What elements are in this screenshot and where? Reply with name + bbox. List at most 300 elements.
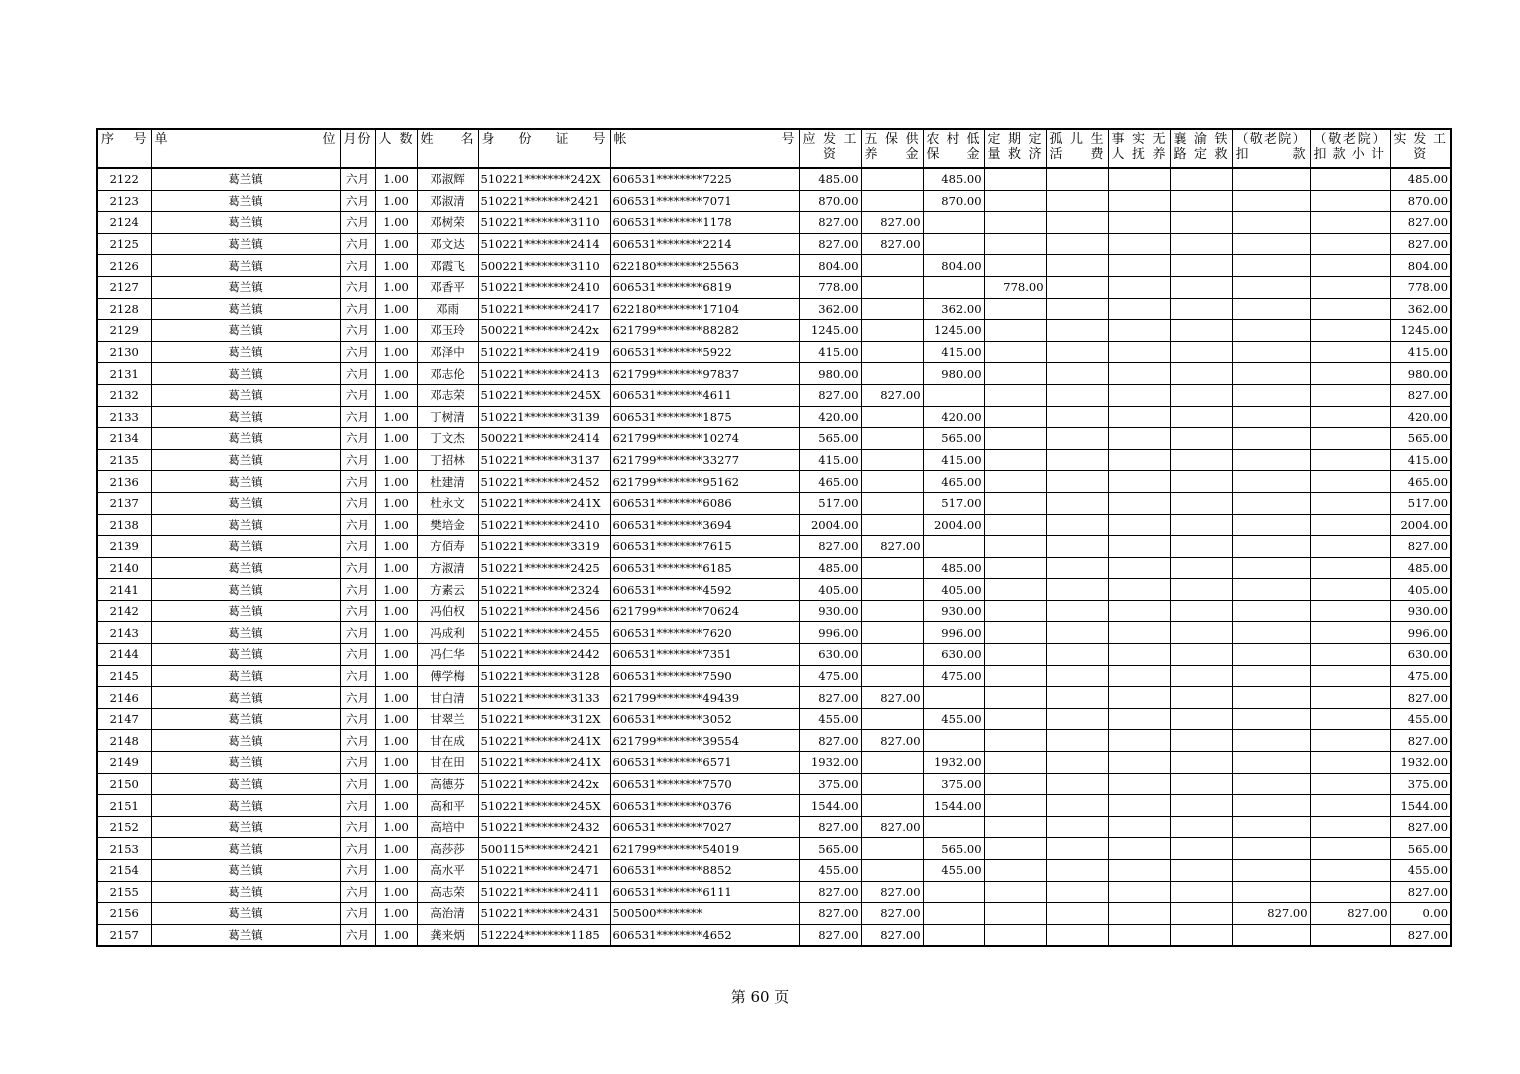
table-cell bbox=[1310, 320, 1390, 342]
table-cell bbox=[1170, 212, 1232, 234]
table-cell bbox=[923, 881, 984, 903]
table-cell: 630.00 bbox=[1390, 644, 1451, 666]
table-cell: 2135 bbox=[97, 449, 151, 471]
table-body bbox=[97, 168, 1451, 946]
table-cell: 510221********2432 bbox=[478, 816, 610, 838]
table-cell: 2142 bbox=[97, 600, 151, 622]
table-cell: 621799********39554 bbox=[610, 730, 799, 752]
table-cell bbox=[1108, 708, 1170, 730]
table-cell bbox=[1046, 557, 1108, 579]
table-cell bbox=[861, 838, 923, 860]
table-cell: 2128 bbox=[97, 298, 151, 320]
table-cell bbox=[984, 514, 1046, 536]
table-cell bbox=[1046, 341, 1108, 363]
table-cell: 827.00 bbox=[799, 536, 861, 558]
table-cell bbox=[1170, 579, 1232, 601]
table-cell bbox=[1046, 363, 1108, 385]
table-cell bbox=[861, 168, 923, 190]
table-cell: 1.00 bbox=[375, 449, 417, 471]
table-cell: 葛兰镇 bbox=[151, 449, 340, 471]
table-cell bbox=[1108, 428, 1170, 450]
header-de-facto-orphan bbox=[1108, 129, 1170, 168]
table-cell bbox=[1170, 881, 1232, 903]
table-cell bbox=[1108, 363, 1170, 385]
table-cell: 六月 bbox=[340, 168, 375, 190]
table-cell bbox=[1232, 406, 1310, 428]
table-row bbox=[97, 384, 1451, 406]
table-cell: 六月 bbox=[340, 341, 375, 363]
table-cell: 510221********2425 bbox=[478, 557, 610, 579]
table-cell: 葛兰镇 bbox=[151, 363, 340, 385]
table-cell: 930.00 bbox=[923, 600, 984, 622]
table-cell: 930.00 bbox=[799, 600, 861, 622]
table-cell: 甘在成 bbox=[417, 730, 478, 752]
table-cell: 2153 bbox=[97, 838, 151, 860]
table-cell bbox=[1170, 471, 1232, 493]
table-cell: 510221********2421 bbox=[478, 190, 610, 212]
table-cell bbox=[1232, 838, 1310, 860]
table-cell bbox=[1108, 903, 1170, 925]
table-cell: 葛兰镇 bbox=[151, 428, 340, 450]
table-cell: 1.00 bbox=[375, 384, 417, 406]
table-cell bbox=[1232, 190, 1310, 212]
table-cell: 六月 bbox=[340, 622, 375, 644]
table-cell bbox=[1232, 341, 1310, 363]
table-cell: 1.00 bbox=[375, 233, 417, 255]
table-cell: 517.00 bbox=[799, 492, 861, 514]
table-row bbox=[97, 752, 1451, 774]
table-cell: 630.00 bbox=[923, 644, 984, 666]
table-cell: 510221********2411 bbox=[478, 881, 610, 903]
table-cell bbox=[984, 730, 1046, 752]
table-cell bbox=[1170, 384, 1232, 406]
header-label-line2: 资 bbox=[823, 147, 838, 162]
table-cell: 375.00 bbox=[923, 773, 984, 795]
table-cell: 827.00 bbox=[1310, 903, 1390, 925]
table-cell: 葛兰镇 bbox=[151, 644, 340, 666]
table-cell: 827.00 bbox=[799, 384, 861, 406]
table-cell bbox=[1232, 233, 1310, 255]
table-cell: 455.00 bbox=[1390, 860, 1451, 882]
table-cell: 362.00 bbox=[923, 298, 984, 320]
table-cell: 方素云 bbox=[417, 579, 478, 601]
table-cell: 420.00 bbox=[799, 406, 861, 428]
table-cell bbox=[1170, 687, 1232, 709]
table-cell bbox=[1310, 860, 1390, 882]
table-cell bbox=[1310, 600, 1390, 622]
page-number: 第 60 页 bbox=[730, 988, 790, 1006]
table-cell bbox=[1108, 384, 1170, 406]
table-cell: 455.00 bbox=[799, 860, 861, 882]
table-row bbox=[97, 471, 1451, 493]
table-cell bbox=[1310, 341, 1390, 363]
table-cell: 六月 bbox=[340, 471, 375, 493]
header-label-line1: 应 发 工 bbox=[802, 132, 858, 147]
table-cell: 510221********2414 bbox=[478, 233, 610, 255]
table-row bbox=[97, 600, 1451, 622]
table-row bbox=[97, 773, 1451, 795]
table-cell bbox=[1170, 600, 1232, 622]
header-label-line2: 活 费 bbox=[1049, 147, 1105, 162]
table-cell: 621799********88282 bbox=[610, 320, 799, 342]
table-cell: 葛兰镇 bbox=[151, 816, 340, 838]
table-cell: 510221********3137 bbox=[478, 449, 610, 471]
table-cell: 2140 bbox=[97, 557, 151, 579]
table-cell bbox=[1108, 644, 1170, 666]
table-cell bbox=[1046, 255, 1108, 277]
table-cell bbox=[984, 557, 1046, 579]
table-cell bbox=[861, 708, 923, 730]
table-cell bbox=[984, 816, 1046, 838]
table-row bbox=[97, 644, 1451, 666]
table-cell: 六月 bbox=[340, 665, 375, 687]
table-cell bbox=[1170, 298, 1232, 320]
table-cell bbox=[1310, 492, 1390, 514]
table-cell bbox=[1310, 924, 1390, 946]
table-cell bbox=[1108, 320, 1170, 342]
table-cell bbox=[1232, 816, 1310, 838]
table-cell bbox=[1046, 406, 1108, 428]
header-label-line1: 身 份 证 号 bbox=[481, 132, 607, 147]
table-cell: 葛兰镇 bbox=[151, 665, 340, 687]
table-cell: 1.00 bbox=[375, 838, 417, 860]
table-cell bbox=[861, 471, 923, 493]
table-cell bbox=[1232, 363, 1310, 385]
table-cell: 485.00 bbox=[923, 168, 984, 190]
table-cell bbox=[1170, 255, 1232, 277]
table-cell bbox=[1310, 449, 1390, 471]
table-cell: 1932.00 bbox=[923, 752, 984, 774]
table-cell bbox=[1046, 428, 1108, 450]
table-cell bbox=[1046, 622, 1108, 644]
table-cell bbox=[1046, 665, 1108, 687]
table-cell: 葛兰镇 bbox=[151, 752, 340, 774]
table-cell bbox=[1310, 687, 1390, 709]
table-row bbox=[97, 428, 1451, 450]
table-cell: 甘白清 bbox=[417, 687, 478, 709]
table-cell bbox=[1108, 665, 1170, 687]
table-cell: 510221********241X bbox=[478, 752, 610, 774]
table-cell bbox=[1170, 665, 1232, 687]
table-cell bbox=[984, 838, 1046, 860]
table-cell: 621799********33277 bbox=[610, 449, 799, 471]
table-cell: 622180********17104 bbox=[610, 298, 799, 320]
table-cell bbox=[1046, 687, 1108, 709]
table-cell bbox=[984, 471, 1046, 493]
table-cell bbox=[1170, 860, 1232, 882]
table-cell: 827.00 bbox=[799, 730, 861, 752]
table-cell: 512224********1185 bbox=[478, 924, 610, 946]
table-cell: 375.00 bbox=[1390, 773, 1451, 795]
table-cell bbox=[984, 644, 1046, 666]
table-cell: 455.00 bbox=[923, 708, 984, 730]
table-cell bbox=[1108, 492, 1170, 514]
header-label-line1: 姓 名 bbox=[420, 132, 475, 147]
table-cell: 606531********4611 bbox=[610, 384, 799, 406]
table-cell: 606531********4652 bbox=[610, 924, 799, 946]
table-cell: 邓树荣 bbox=[417, 212, 478, 234]
header-label-line1: （敬老院） bbox=[1235, 132, 1307, 147]
table-cell bbox=[1046, 212, 1108, 234]
table-cell bbox=[984, 298, 1046, 320]
table-cell bbox=[1232, 752, 1310, 774]
table-cell: 827.00 bbox=[861, 903, 923, 925]
table-cell: 606531********6086 bbox=[610, 492, 799, 514]
table-cell: 葛兰镇 bbox=[151, 838, 340, 860]
table-cell: 362.00 bbox=[1390, 298, 1451, 320]
table-cell: 870.00 bbox=[923, 190, 984, 212]
table-cell: 六月 bbox=[340, 428, 375, 450]
table-cell: 葛兰镇 bbox=[151, 881, 340, 903]
table-cell: 510221********2455 bbox=[478, 622, 610, 644]
table-cell: 565.00 bbox=[923, 838, 984, 860]
table-cell: 827.00 bbox=[799, 212, 861, 234]
table-cell: 827.00 bbox=[799, 924, 861, 946]
table-cell: 1.00 bbox=[375, 341, 417, 363]
table-cell: 565.00 bbox=[799, 838, 861, 860]
table-cell: 樊培金 bbox=[417, 514, 478, 536]
header-net-wage bbox=[1390, 129, 1451, 168]
table-cell bbox=[1108, 471, 1170, 493]
table-cell: 827.00 bbox=[861, 212, 923, 234]
table-cell: 2004.00 bbox=[923, 514, 984, 536]
table-cell bbox=[1310, 212, 1390, 234]
table-row bbox=[97, 255, 1451, 277]
table-cell bbox=[1108, 816, 1170, 838]
table-cell: 930.00 bbox=[1390, 600, 1451, 622]
table-cell: 1544.00 bbox=[923, 795, 984, 817]
table-cell: 1.00 bbox=[375, 903, 417, 925]
table-cell bbox=[861, 255, 923, 277]
table-cell: 葛兰镇 bbox=[151, 320, 340, 342]
table-cell: 517.00 bbox=[1390, 492, 1451, 514]
table-cell: 邓志伦 bbox=[417, 363, 478, 385]
table-cell: 葛兰镇 bbox=[151, 579, 340, 601]
table-cell bbox=[1232, 687, 1310, 709]
table-cell bbox=[984, 536, 1046, 558]
table-cell: 827.00 bbox=[861, 687, 923, 709]
table-cell bbox=[923, 384, 984, 406]
header-label-line1: 孤 儿 生 bbox=[1049, 132, 1105, 147]
table-cell: 2137 bbox=[97, 492, 151, 514]
table-row bbox=[97, 903, 1451, 925]
table-cell: 杜永文 bbox=[417, 492, 478, 514]
table-cell: 六月 bbox=[340, 363, 375, 385]
table-cell bbox=[861, 276, 923, 298]
header-seq bbox=[97, 129, 151, 168]
table-cell: 1.00 bbox=[375, 881, 417, 903]
header-label-line1: （敬老院） bbox=[1313, 132, 1387, 147]
table-cell: 葛兰镇 bbox=[151, 860, 340, 882]
table-cell: 2134 bbox=[97, 428, 151, 450]
table-cell bbox=[1232, 924, 1310, 946]
table-cell bbox=[1046, 600, 1108, 622]
table-cell bbox=[861, 752, 923, 774]
table-cell: 455.00 bbox=[799, 708, 861, 730]
table-cell: 621799********70624 bbox=[610, 600, 799, 622]
table-cell bbox=[1310, 406, 1390, 428]
table-cell: 六月 bbox=[340, 449, 375, 471]
table-cell bbox=[1108, 924, 1170, 946]
table-cell bbox=[1232, 730, 1310, 752]
table-cell bbox=[923, 903, 984, 925]
table-cell bbox=[1170, 752, 1232, 774]
table-cell: 2132 bbox=[97, 384, 151, 406]
table-cell: 1.00 bbox=[375, 320, 417, 342]
table-cell bbox=[1046, 838, 1108, 860]
table-cell: 葛兰镇 bbox=[151, 903, 340, 925]
table-cell: 606531********1178 bbox=[610, 212, 799, 234]
table-cell: 827.00 bbox=[1390, 384, 1451, 406]
table-cell: 415.00 bbox=[923, 449, 984, 471]
table-cell bbox=[1310, 838, 1390, 860]
table-cell bbox=[984, 924, 1046, 946]
table-cell: 葛兰镇 bbox=[151, 276, 340, 298]
table-cell bbox=[1046, 190, 1108, 212]
table-cell: 1.00 bbox=[375, 363, 417, 385]
table-cell bbox=[1232, 255, 1310, 277]
table-cell: 606531********7570 bbox=[610, 773, 799, 795]
table-cell bbox=[1232, 428, 1310, 450]
table-cell bbox=[1108, 233, 1170, 255]
table-cell: 1245.00 bbox=[1390, 320, 1451, 342]
table-cell: 六月 bbox=[340, 600, 375, 622]
table-cell: 827.00 bbox=[799, 687, 861, 709]
table-cell bbox=[1108, 449, 1170, 471]
table-cell: 丁招林 bbox=[417, 449, 478, 471]
table-cell: 2138 bbox=[97, 514, 151, 536]
table-cell bbox=[1108, 212, 1170, 234]
table-cell: 1.00 bbox=[375, 752, 417, 774]
table-cell bbox=[1046, 320, 1108, 342]
table-cell: 827.00 bbox=[1390, 687, 1451, 709]
table-cell: 1.00 bbox=[375, 557, 417, 579]
table-cell: 高志荣 bbox=[417, 881, 478, 903]
table-cell bbox=[1108, 773, 1170, 795]
table-cell bbox=[984, 449, 1046, 471]
table-cell: 葛兰镇 bbox=[151, 622, 340, 644]
header-deduction-subtotal bbox=[1310, 129, 1390, 168]
table-cell: 415.00 bbox=[799, 449, 861, 471]
table-row bbox=[97, 860, 1451, 882]
table-cell bbox=[1108, 341, 1170, 363]
table-cell: 丁文杰 bbox=[417, 428, 478, 450]
header-month bbox=[340, 129, 375, 168]
table-cell bbox=[923, 536, 984, 558]
table-cell: 1.00 bbox=[375, 579, 417, 601]
table-row bbox=[97, 406, 1451, 428]
table-cell bbox=[1046, 168, 1108, 190]
header-nursing-deduction bbox=[1232, 129, 1310, 168]
table-cell bbox=[984, 320, 1046, 342]
table-cell: 六月 bbox=[340, 773, 375, 795]
table-row bbox=[97, 924, 1451, 946]
table-cell bbox=[1170, 276, 1232, 298]
table-row bbox=[97, 341, 1451, 363]
table-cell: 375.00 bbox=[799, 773, 861, 795]
table-cell: 葛兰镇 bbox=[151, 795, 340, 817]
table-cell: 1.00 bbox=[375, 471, 417, 493]
table-cell: 778.00 bbox=[984, 276, 1046, 298]
table-cell: 杜建清 bbox=[417, 471, 478, 493]
table-cell bbox=[1232, 492, 1310, 514]
table-cell: 葛兰镇 bbox=[151, 492, 340, 514]
table-cell: 1544.00 bbox=[1390, 795, 1451, 817]
table-row bbox=[97, 665, 1451, 687]
table-cell: 六月 bbox=[340, 212, 375, 234]
table-cell: 2146 bbox=[97, 687, 151, 709]
table-cell: 630.00 bbox=[799, 644, 861, 666]
table-cell bbox=[861, 622, 923, 644]
table-cell bbox=[1310, 363, 1390, 385]
table-cell bbox=[1232, 773, 1310, 795]
table-cell: 510221********2413 bbox=[478, 363, 610, 385]
table-row bbox=[97, 320, 1451, 342]
table-cell: 996.00 bbox=[799, 622, 861, 644]
table-cell bbox=[1232, 384, 1310, 406]
table-cell bbox=[1310, 384, 1390, 406]
table-cell: 510221********2456 bbox=[478, 600, 610, 622]
table-cell: 415.00 bbox=[923, 341, 984, 363]
table-cell bbox=[1232, 212, 1310, 234]
table-cell: 1.00 bbox=[375, 492, 417, 514]
table-cell: 六月 bbox=[340, 190, 375, 212]
table-cell: 冯成利 bbox=[417, 622, 478, 644]
table-cell bbox=[1232, 600, 1310, 622]
header-orphan bbox=[1046, 129, 1108, 168]
table-cell bbox=[1232, 644, 1310, 666]
table-cell: 邓玉玲 bbox=[417, 320, 478, 342]
table-cell: 2157 bbox=[97, 924, 151, 946]
header-label-line1: 序 号 bbox=[101, 132, 148, 147]
table-cell: 六月 bbox=[340, 752, 375, 774]
table-cell: 362.00 bbox=[799, 298, 861, 320]
table-cell bbox=[1046, 579, 1108, 601]
table-cell: 980.00 bbox=[923, 363, 984, 385]
table-cell: 1.00 bbox=[375, 773, 417, 795]
table-cell: 485.00 bbox=[923, 557, 984, 579]
table-cell bbox=[861, 341, 923, 363]
table-cell: 827.00 bbox=[861, 233, 923, 255]
table-cell bbox=[1232, 536, 1310, 558]
table-cell bbox=[923, 212, 984, 234]
table-cell: 778.00 bbox=[1390, 276, 1451, 298]
table-cell: 475.00 bbox=[1390, 665, 1451, 687]
table-cell bbox=[1310, 773, 1390, 795]
table-cell: 1.00 bbox=[375, 644, 417, 666]
table-cell bbox=[1108, 255, 1170, 277]
table-cell: 邓淑清 bbox=[417, 190, 478, 212]
table-cell bbox=[1310, 190, 1390, 212]
table-cell: 2124 bbox=[97, 212, 151, 234]
table-cell bbox=[1108, 190, 1170, 212]
table-cell: 510221********2410 bbox=[478, 276, 610, 298]
table-cell bbox=[1170, 557, 1232, 579]
table-cell bbox=[1232, 579, 1310, 601]
table-cell bbox=[1310, 881, 1390, 903]
table-cell bbox=[923, 816, 984, 838]
table-cell bbox=[1310, 622, 1390, 644]
table-cell bbox=[1108, 730, 1170, 752]
table-cell: 804.00 bbox=[923, 255, 984, 277]
table-cell: 510221********3139 bbox=[478, 406, 610, 428]
table-cell: 邓淑辉 bbox=[417, 168, 478, 190]
table-cell: 485.00 bbox=[799, 168, 861, 190]
table-cell bbox=[984, 665, 1046, 687]
table-cell: 485.00 bbox=[799, 557, 861, 579]
table-cell: 606531********2214 bbox=[610, 233, 799, 255]
table-cell: 六月 bbox=[340, 838, 375, 860]
